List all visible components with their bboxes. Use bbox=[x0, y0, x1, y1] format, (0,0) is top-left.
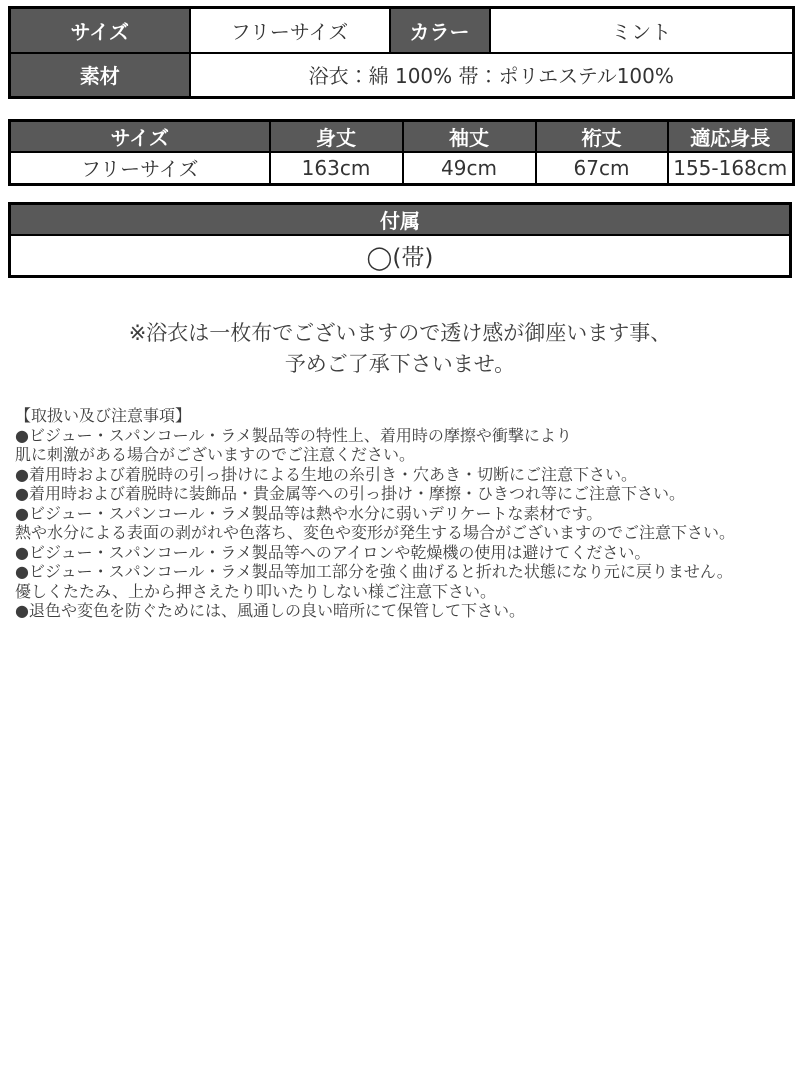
measure-header-body-length: 身丈 bbox=[270, 121, 403, 153]
instruction-line: 肌に刺激がある場合がございますのでご注意ください。 bbox=[15, 445, 416, 464]
measure-header-yuki-length: 裄丈 bbox=[536, 121, 668, 153]
measure-value-fit-height: 155-168cm bbox=[668, 152, 794, 184]
table-row bbox=[10, 235, 791, 276]
instruction-line: ●ビジュー・スパンコール・ラメ製品等へのアイロンや乾燥機の使用は避けてください。 bbox=[15, 542, 651, 562]
handling-instructions bbox=[15, 406, 785, 621]
instruction-line: ●退色や変色を防ぐためには、風通しの良い暗所にて保管して下さい。 bbox=[15, 601, 525, 620]
measure-value-yuki-length: 67cm bbox=[536, 152, 668, 184]
measure-header-sleeve-length: 袖丈 bbox=[403, 121, 536, 153]
size-value-cell: フリーサイズ bbox=[190, 8, 390, 53]
color-label-cell: カラー bbox=[390, 8, 490, 53]
accessories-header-cell: 付属 bbox=[10, 204, 791, 236]
measurements-table bbox=[8, 119, 795, 186]
instruction-line: ●着用時および着脱時の引っ掛けによる生地の糸引き・穴あき・切断にご注意下さい。 bbox=[15, 464, 637, 484]
measure-header-size: サイズ bbox=[10, 121, 270, 153]
instruction-line: 優しくたたみ、上から押さえたり叩いたりしない様ご注意下さい。 bbox=[15, 581, 496, 601]
instruction-line: ●ビジュー・スパンコール・ラメ製品等の特性上、着用時の摩擦や衝撃により bbox=[15, 425, 572, 445]
material-label-cell: 素材 bbox=[10, 53, 190, 98]
table-row bbox=[10, 8, 794, 53]
measure-value-body-length: 163cm bbox=[270, 152, 403, 184]
table-header-row bbox=[10, 121, 794, 153]
size-color-material-table bbox=[8, 6, 795, 99]
color-value-cell: ミント bbox=[490, 8, 794, 53]
accessories-value-cell: ◯(帯) bbox=[10, 235, 791, 276]
instruction-line: ●着用時および着脱時に装飾品・貴金属等への引っ掛け・摩擦・ひきつれ等にご注意下さい。 bbox=[15, 484, 685, 503]
instruction-line: ●ビジュー・スパンコール・ラメ製品等加工部分を強く曲げると折れた状態になり元に戻りません。 bbox=[15, 562, 733, 581]
table-row bbox=[10, 53, 794, 98]
accessories-table bbox=[8, 202, 792, 278]
table-header-row bbox=[10, 204, 791, 236]
sheerness-notice bbox=[0, 318, 800, 380]
notice-line-1: ※浴衣は一枚布でございますので透け感が御座います事、 bbox=[128, 321, 672, 345]
measure-header-fit-height: 適応身長 bbox=[668, 121, 794, 153]
notice-line-2: 予めご了承下さいませ。 bbox=[284, 352, 516, 376]
measure-value-size: フリーサイズ bbox=[10, 152, 270, 184]
instruction-line: ●ビジュー・スパンコール・ラメ製品等は熱や水分に弱いデリケートな素材です。 bbox=[15, 503, 603, 523]
instructions-title: 【取扱い及び注意事項】 bbox=[15, 406, 192, 425]
instruction-line: 熱や水分による表面の剥がれや色落ち、変色や変形が発生する場合がございますのでご注意下さい。 bbox=[15, 523, 736, 542]
table-row bbox=[10, 152, 794, 184]
measure-value-sleeve-length: 49cm bbox=[403, 152, 536, 184]
material-value-cell: 浴衣：綿 100% 帯：ポリエステル100% bbox=[190, 53, 794, 98]
size-label-cell: サイズ bbox=[10, 8, 190, 53]
